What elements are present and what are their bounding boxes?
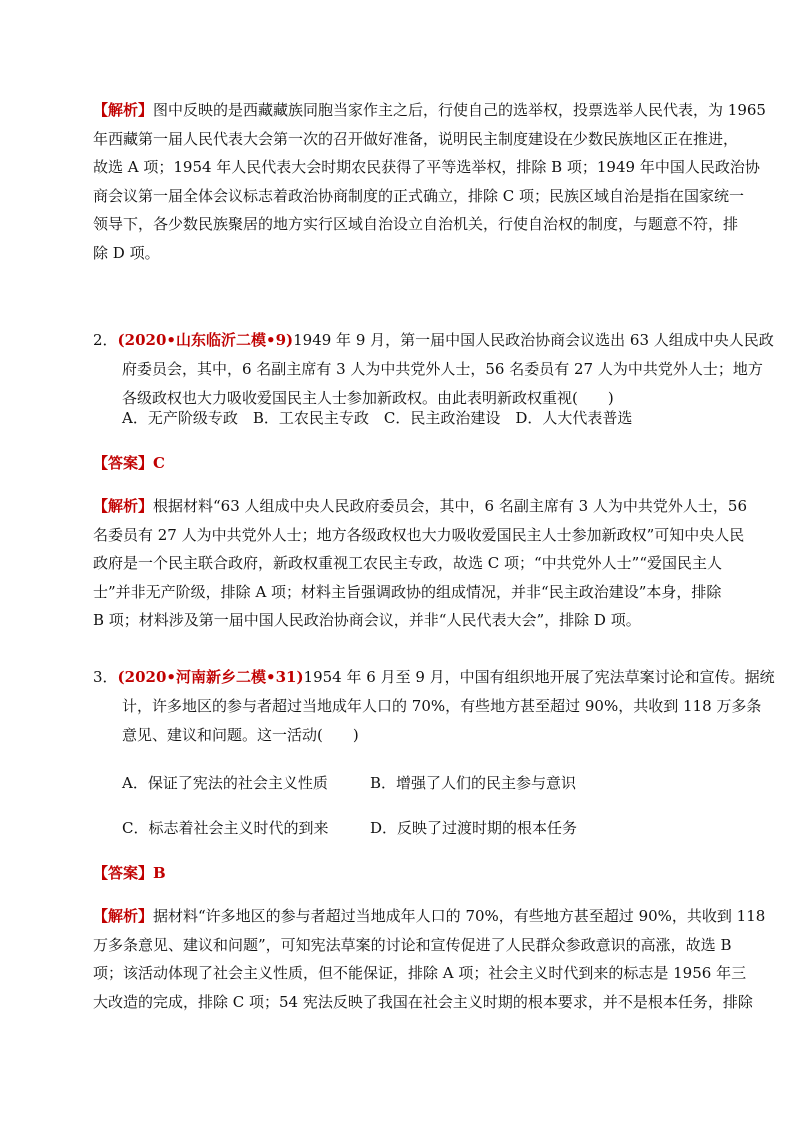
question-3-stem-line-3: 意见、建议和问题。这一活动( ) [122, 725, 359, 744]
analysis-1-line-4: 商会议第一届全体会议标志着政治协商制度的正式确立，排除 C 项；民族区域自治是指在国家统一 [93, 186, 745, 205]
question-number: 3． [93, 668, 118, 686]
analysis-1-line-1: 图中反映的是西藏藏族同胞当家作主之后，行使自己的选举权，投票选举人民代表，为 1965 [153, 101, 766, 119]
answer-label: 【答案】 [93, 864, 154, 882]
question-3-stem-cont [122, 692, 761, 749]
analysis-2-line-3: 政府是一个民主联合政府，新政权重视工农民主专政，故选 C 项；“中共党外人士”“爱国民主人 [93, 554, 723, 572]
analysis-2-line-2: 名委员有 27 人为中共党外人士；地方各级政权也大力吸收爱国民主人士参加新政权”可知中央人民 [93, 525, 745, 544]
analysis-3-line-2: 万多条意见、建议和问题”，可知宪法草案的讨论和宣传促进了人民群众参政意识的高涨，故选 B [93, 935, 732, 954]
question-3-stem-line-2: 计，许多地区的参与者超过当地成年人口的 70%，有些地方甚至超过 90%，共收到 118 万多条 [122, 697, 762, 715]
question-2-options [122, 404, 632, 433]
analysis-2-line-5: B 项；材料涉及第一届中国人民政治协商会议，并非“人民代表大会”，排除 D 项。 [93, 611, 641, 629]
option-d: D．反映了过渡时期的根本任务 [370, 819, 578, 837]
question-2-stem-line-2: 府委员会，其中，6 名副主席有 3 人为中共党外人士，56 名委员有 27 人为中共党外人士；地方 [122, 360, 763, 378]
answer-value: B [153, 864, 166, 882]
analysis-3-line-3: 项；该活动体现了社会主义性质，但不能保证，排除 A 项；社会主义时代到来的标志是 1956 年三 [93, 964, 747, 982]
analysis-3 [93, 902, 766, 1016]
analysis-label: 【解析】 [93, 101, 154, 119]
analysis-2 [93, 492, 748, 635]
question-3-stem [93, 663, 775, 692]
analysis-2-line-4: 士”并非无产阶级，排除 A 项；材料主旨强调政协的组成情况，并非“民主政治建设”本身，排除 [93, 582, 722, 601]
answer-2 [93, 449, 165, 478]
analysis-3-line-1: 据材料“许多地区的参与者超过当地成年人口的 70%，有些地方甚至超过 90%，共收到 118 [153, 907, 766, 925]
answer-label: 【答案】 [93, 454, 154, 472]
question-2-options-line: A．无产阶级专政 B．工农民主专政 C．民主政治建设 D．人大代表普选 [122, 409, 633, 427]
analysis-2-line-1: 根据材料“63 人组成中央人民政府委员会，其中，6 名副主席有 3 人为中共党外人士，56 [153, 497, 748, 515]
option-c: C．标志着社会主义时代的到来 [122, 819, 329, 837]
question-2-stem [93, 326, 774, 355]
option-a: A．保证了宪法的社会主义性质 [122, 774, 328, 792]
analysis-1-line-3: 故选 A 项；1954 年人民代表大会时期农民获得了平等选举权，排除 B 项；1949 年中国人民政治协 [93, 158, 760, 176]
question-2-stem-line-1: 1949 年 9 月，第一届中国人民政治协商会议选出 63 人组成中央人民政 [293, 331, 774, 349]
question-source: (2020•河南新乡二模•31) [117, 668, 304, 686]
answer-3 [93, 859, 166, 888]
option-b: B．增强了人们的民主参与意识 [370, 774, 577, 792]
question-3-stem-line-1: 1954 年 6 月至 9 月，中国有组织地开展了宪法草案讨论和宣传。据统 [303, 668, 775, 686]
analysis-label: 【解析】 [93, 497, 154, 515]
analysis-1-line-5: 领导下，各少数民族聚居的地方实行区域自治设立自治机关，行使自治权的制度，与题意不符，排 [93, 215, 739, 233]
analysis-1-line-2: 年西藏第一届人民代表大会第一次的召开做好准备，说明民主制度建设在少数民族地区正在推进， [93, 129, 739, 148]
question-2-stem-line-3: 各级政权也大力吸收爱国民主人士参加新政权。由此表明新政权重视( ) [122, 388, 614, 407]
analysis-3-line-4: 大改造的完成，排除 C 项；54 宪法反映了我国在社会主义时期的根本要求，并不是根本任务，排除 [93, 992, 753, 1011]
answer-value: C [153, 454, 165, 472]
question-number: 2． [93, 331, 118, 349]
question-source: (2020•山东临沂二模•9) [117, 331, 294, 349]
analysis-1-line-6: 除 D 项。 [93, 243, 160, 262]
analysis-1 [93, 96, 766, 267]
analysis-label: 【解析】 [93, 907, 154, 925]
